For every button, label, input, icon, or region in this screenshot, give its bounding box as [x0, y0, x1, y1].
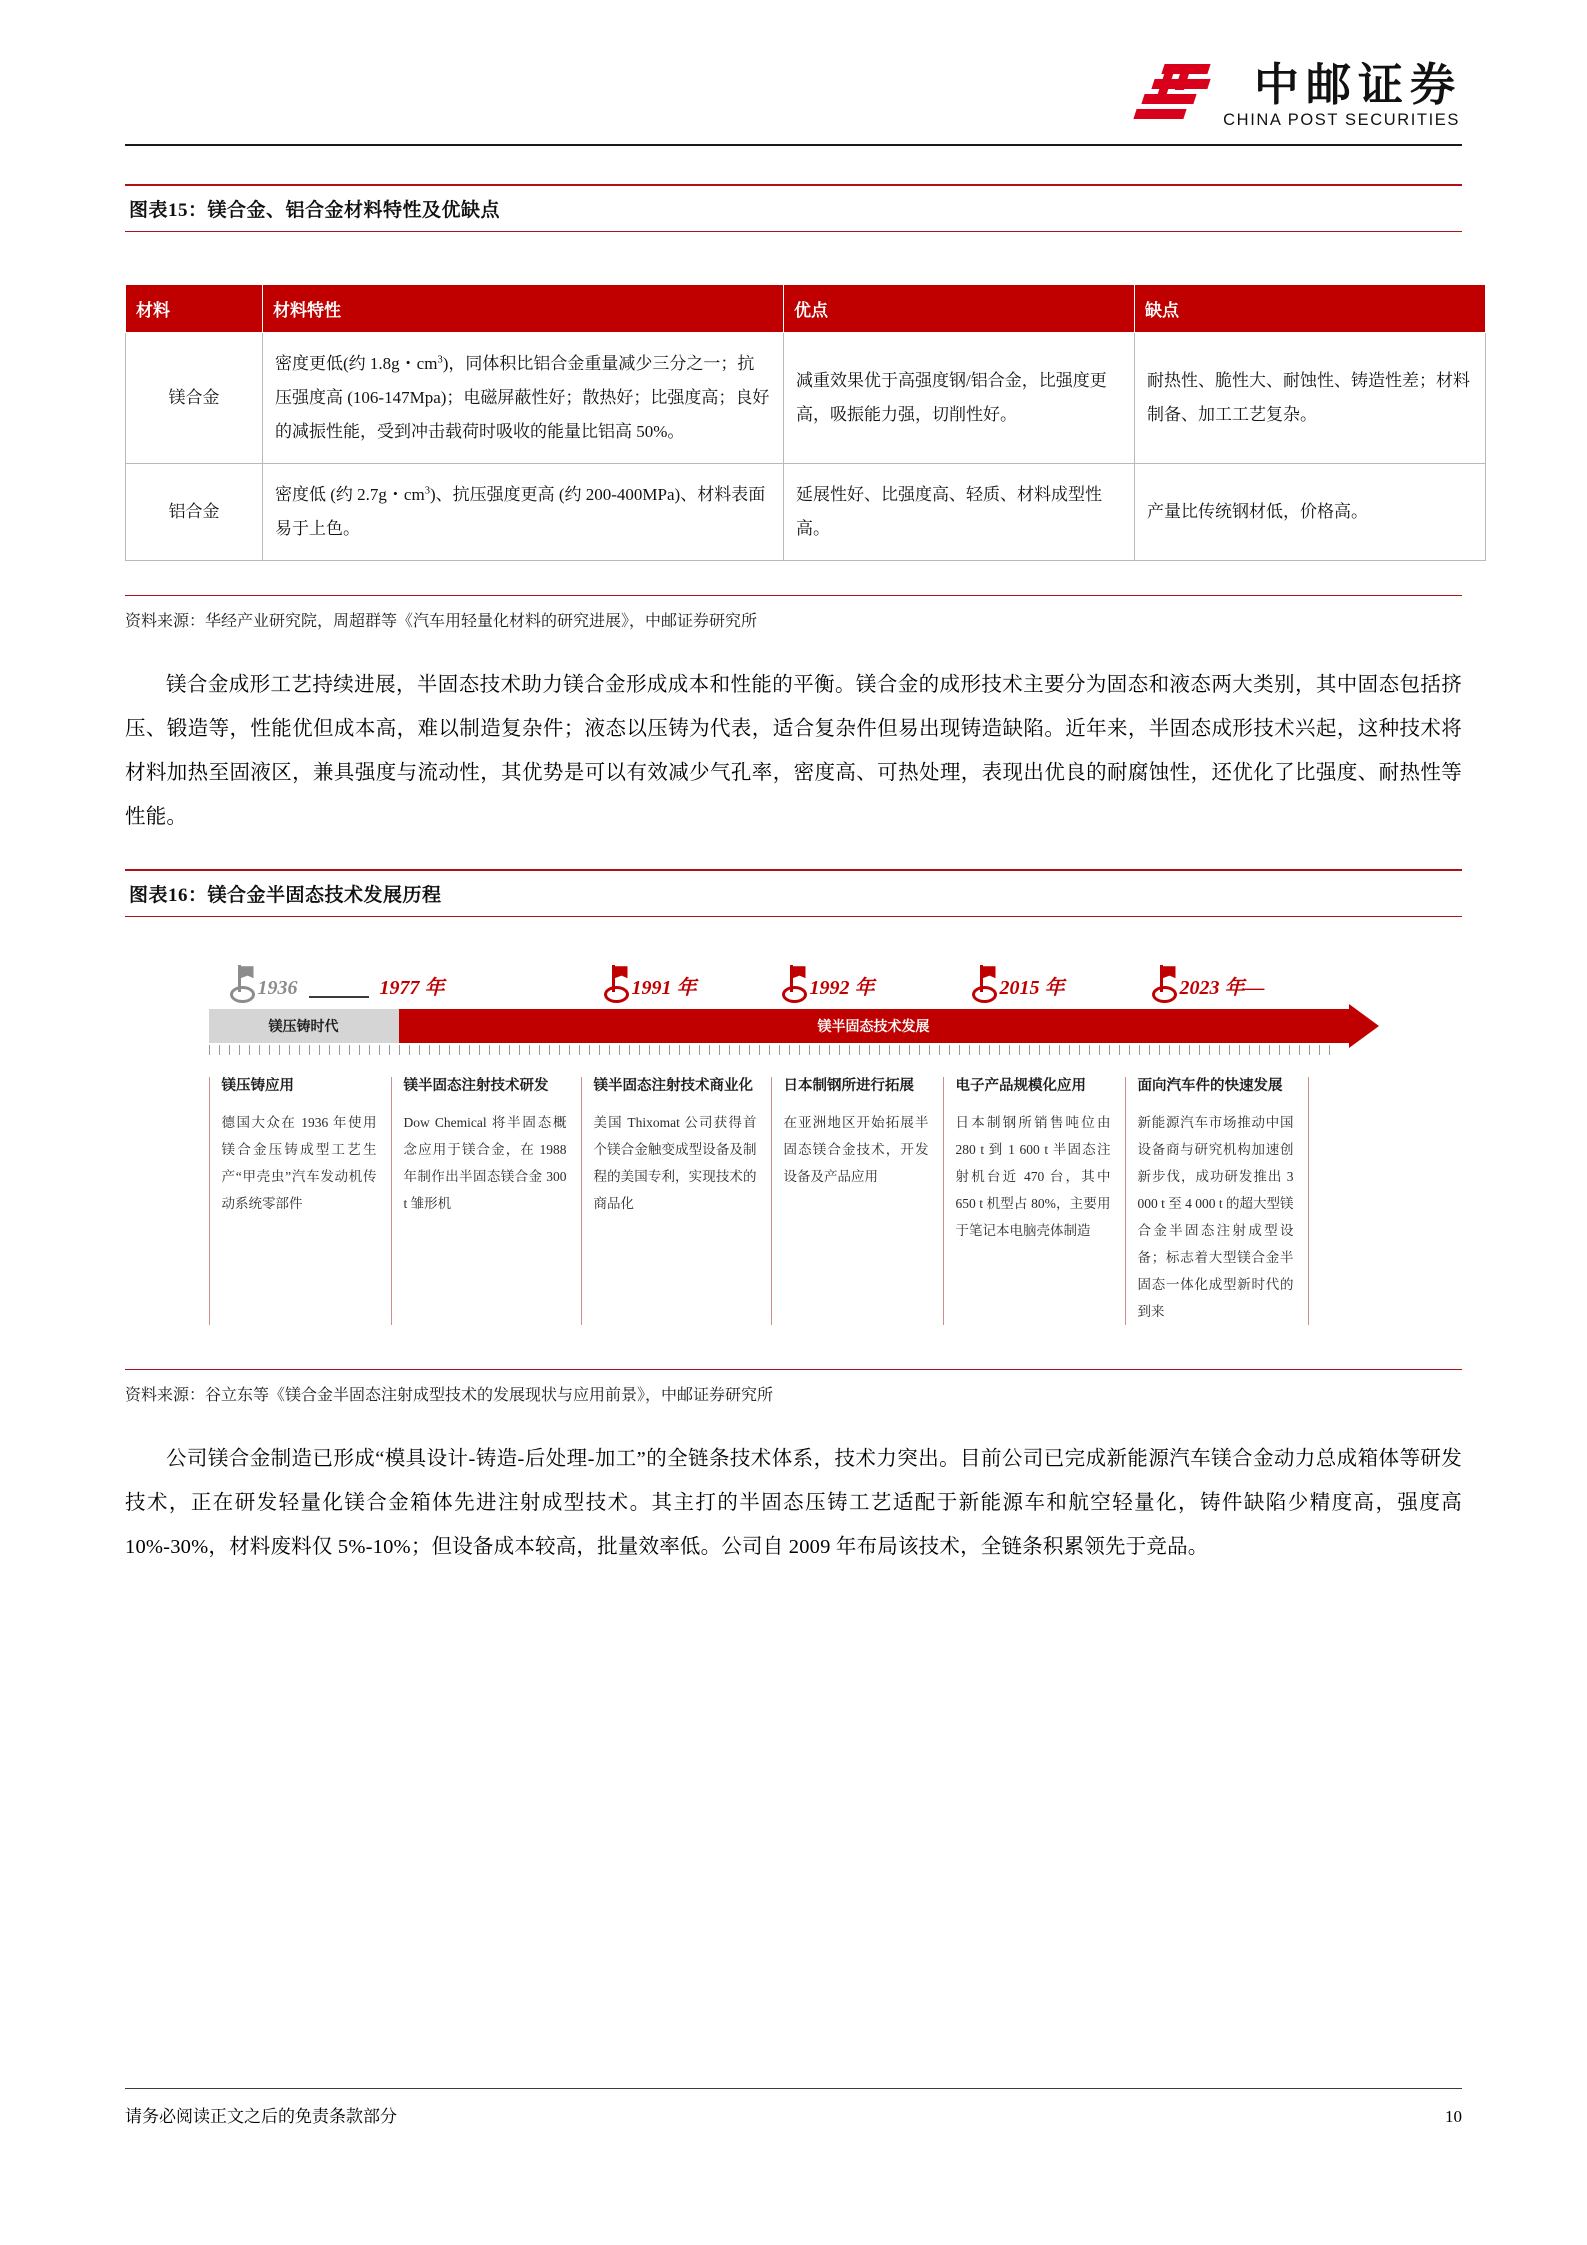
cell-material: 镁合金 [126, 333, 263, 464]
timeline-flag-2 [601, 965, 697, 1005]
flag-icon [601, 965, 627, 1005]
exhibit-16 [125, 869, 1462, 1405]
timeline-figure [125, 923, 1462, 1335]
timeline-column-body: 美国 Thixomat 公司获得首个镁合金触变成型设备及制程的美国专利，实现技术的商品化 [593, 1115, 757, 1212]
timeline-flag-5 [1149, 965, 1265, 1005]
exhibit-16-source: 资料来源：谷立东等《镁合金半固态注射成型技术的发展现状与应用前景》，中邮证券研究所 [125, 1369, 1462, 1405]
timeline-column-body: 日本制钢所销售吨位由 280 t 到 1 600 t 半固态注射机台近 470 台，其中 650 t 机型占 80%，主要用于笔记本电脑壳体制造 [955, 1115, 1111, 1239]
exhibit-15 [125, 184, 1470, 631]
timeline-column-body: 新能源汽车市场推动中国设备商与研究机构加速创新步伐，成功研发推出 3 000 t 至 4 000 t 的超大型镁合金半固态注射成型设备；标志着大型镁合金半固态一体化成型新时代的到来 [1137, 1115, 1294, 1320]
logo-english-name: CHINA POST SECURITIES [1223, 111, 1460, 129]
properties-post: )、抗压强度更高 (约 200-400MPa)、材料表面易于上色。 [275, 485, 766, 538]
exhibit-16-title: 图表16：镁合金半固态技术发展历程 [125, 869, 1462, 917]
timeline-column-5 [943, 1077, 1125, 1325]
timeline-segment-pressure-casting: 镁压铸时代 [209, 1009, 399, 1043]
exhibit-15-source: 资料来源：华经产业研究院，周超群等《汽车用轻量化材料的研究进展》，中邮证券研究所 [125, 595, 1462, 631]
cell-material: 铝合金 [126, 464, 263, 561]
china-post-logo-icon [1135, 64, 1209, 124]
timeline-segment-semisolid: 镁半固态技术发展 [399, 1009, 1349, 1043]
column-header-pros: 优点 [784, 285, 1135, 333]
exhibit-15-title: 图表15：镁合金、铝合金材料特性及优缺点 [125, 184, 1462, 232]
timeline-year-4: 2015 年 [999, 977, 1065, 1000]
column-header-cons: 缺点 [1135, 285, 1486, 333]
timeline-range-dash [309, 996, 369, 998]
timeline-column-head: 镁半固态注射技术研发 [403, 1078, 549, 1095]
timeline-year-2: 1991 年 [631, 977, 697, 1000]
header-divider [125, 144, 1462, 146]
flag-icon [779, 965, 805, 1005]
table-header-row [126, 285, 1486, 333]
properties-pre: 密度更低(约 1.8g・cm [275, 354, 438, 373]
timeline-container [209, 949, 1379, 1325]
flag-icon [969, 965, 995, 1005]
body-paragraph-2: 公司镁合金制造已形成“模具设计-铸造-后处理-加工”的全链条技术体系，技术力突出。目前公司已完成新能源汽车镁合金动力总成箱体等研发技术，正在研发轻量化镁合金箱体先进注射成型技术。其主打的半固态压铸工艺适配于新能源车和航空轻量化，铸件缺陷少精度高，强度高 10%-30%，材料废料仅 5%-10%；但设备成本较高，批量效率低。公司自 2009 年布局该技术，全链条积累领先于竞品。 [125, 1448, 1462, 1559]
footer-page-number: 10 [1445, 2107, 1462, 2126]
logo-chinese-name: 中邮证券 [1253, 58, 1462, 110]
timeline-year-end-1: 1977 年 [379, 977, 445, 1000]
timeline-column-head: 镁压铸应用 [221, 1078, 294, 1095]
cell-cons: 产量比传统钢材低，价格高。 [1135, 464, 1486, 561]
flag-icon [1149, 965, 1175, 1005]
cell-cons: 耐热性、脆性大、耐蚀性、铸造性差；材料制备、加工工艺复杂。 [1135, 333, 1486, 464]
timeline-column-head: 镁半固态注射技术商业化 [593, 1078, 753, 1095]
properties-post: )，同体积比铝合金重量减少三分之一；抗压强度高 (106-147Mpa)；电磁屏蔽性好；散热好；比强度高；良好的减振性能，受到冲击载荷时吸收的能量比铝高 50%。 [275, 354, 770, 441]
timeline-column-2 [391, 1077, 581, 1325]
material-comparison-table [125, 284, 1486, 561]
timeline-column-6 [1125, 1077, 1309, 1325]
timeline-column-1 [209, 1077, 391, 1325]
timeline-year-start-1: 1936 [257, 977, 298, 1000]
timeline-flag-4 [969, 965, 1065, 1005]
table-row [126, 333, 1486, 464]
timeline-flag-1 [227, 965, 445, 1005]
timeline-columns [209, 1077, 1379, 1325]
properties-sup: 3 [437, 354, 443, 366]
column-header-properties: 材料特性 [263, 285, 784, 333]
timeline-column-3 [581, 1077, 771, 1325]
timeline-column-body: Dow Chemical 将半固态概念应用于镁合金，在 1988 年制作出半固态镁合金 300 t 雏形机 [403, 1115, 567, 1212]
timeline-column-4 [771, 1077, 943, 1325]
flag-icon [227, 965, 253, 1005]
timeline-year-5: 2023 年— [1179, 977, 1265, 1000]
cell-pros: 延展性好、比强度高、轻质、材料成型性高。 [784, 464, 1135, 561]
timeline-tick-marks [209, 1045, 1339, 1055]
body-paragraph-1: 镁合金成形工艺持续进展，半固态技术助力镁合金形成成本和性能的平衡。镁合金的成形技术主要分为固态和液态两大类别，其中固态包括挤压、锻造等，性能优但成本高，难以制造复杂件；液态以压铸为代表，适合复杂件但易出现铸造缺陷。近年来，半固态成形技术兴起，这种技术将材料加热至固液区，兼具强度与流动性，其优势是可以有效减少气孔率，密度高、可热处理，表现出优良的耐腐蚀性，还优化了比强度、耐热性等性能。 [125, 674, 1462, 829]
timeline-column-body: 德国大众在 1936 年使用镁合金压铸成型工艺生产“甲壳虫”汽车发动机传动系统零部件 [221, 1115, 377, 1212]
company-logo [1135, 58, 1462, 130]
timeline-year-3: 1992 年 [809, 977, 875, 1000]
cell-properties [263, 464, 784, 561]
column-header-material: 材料 [126, 285, 263, 333]
page-footer [125, 2102, 1462, 2127]
logo-text-block [1223, 58, 1462, 130]
timeline-flag-row [209, 949, 1379, 1005]
timeline-flag-3 [779, 965, 875, 1005]
timeline-column-head: 日本制钢所进行拓展 [783, 1078, 914, 1095]
timeline-bar [209, 1009, 1379, 1043]
footer-divider [125, 2088, 1462, 2089]
cell-properties [263, 333, 784, 464]
table-row [126, 464, 1486, 561]
timeline-column-head: 面向汽车件的快速发展 [1137, 1078, 1283, 1095]
footer-disclaimer: 请务必阅读正文之后的免责条款部分 [125, 2107, 397, 2126]
properties-pre: 密度低 (约 2.7g・cm [275, 485, 425, 504]
properties-sup: 3 [424, 485, 430, 497]
timeline-column-head: 电子产品规模化应用 [955, 1078, 1086, 1095]
page-header [125, 0, 1462, 136]
timeline-column-body: 在亚洲地区开始拓展半固态镁合金技术，开发设备及产品应用 [783, 1115, 929, 1185]
cell-pros: 减重效果优于高强度钢/铝合金，比强度更高，吸振能力强，切削性好。 [784, 333, 1135, 464]
